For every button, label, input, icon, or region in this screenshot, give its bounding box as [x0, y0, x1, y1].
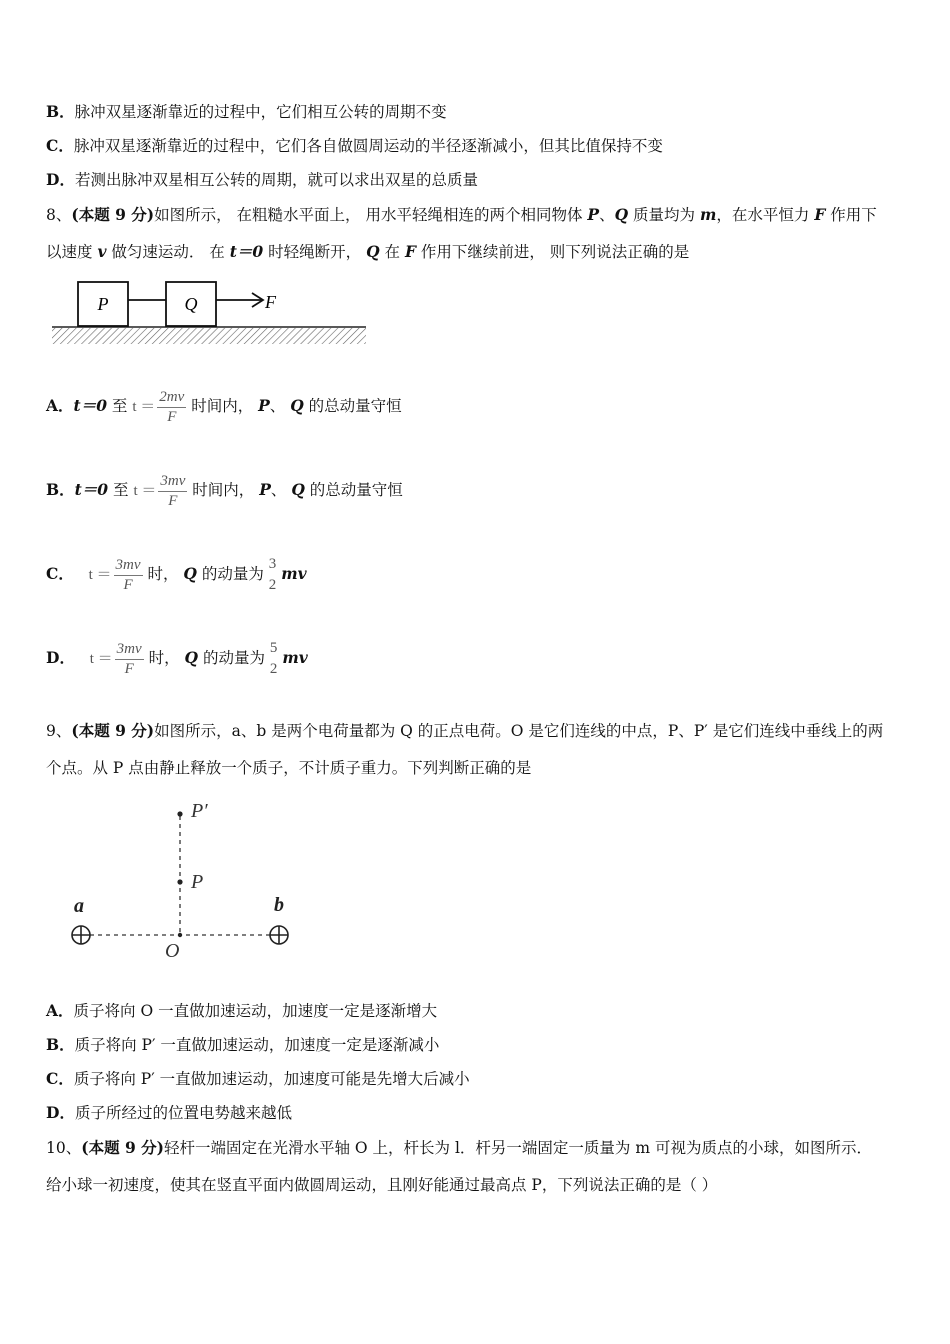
force-label: F — [265, 292, 276, 312]
q9-option-d: D．质子所经过的位置电势越来越低 — [46, 1103, 292, 1122]
q10-stem-line1: 10、(本题 9 分)轻杆一端固定在光滑水平轴 O 上，杆长为 l．杆另一端固定一质量为 m 可视为质点的小球，如图所示． — [46, 1138, 872, 1157]
q9-option-a: A．质子将向 O 一直做加速运动，加速度一定是逐渐增大 — [46, 1001, 438, 1020]
q8-option-d: D． t ＝ $\frac{3mv}{F}$ 时， Q 的动量为 5 2 mv — [46, 636, 308, 681]
q9-stem-line1: 9、(本题 9 分)如图所示，a、b 是两个电荷量都为 Q 的正点电荷。O 是它们连线的中点，P、P′ 是它们连线中垂线上的两 — [46, 721, 884, 740]
fraction-3mv-over-f: $\frac{3mv}{F}$ — [160, 472, 186, 509]
q7-option-d: D．若测出脉冲双星相互公转的周期，就可以求出双星的总质量 — [46, 170, 478, 189]
label-o: O — [165, 940, 180, 962]
q10-stem-line2: 给小球一初速度，使其在竖直平面内做圆周运动，且刚好能通过最高点 P，下列说法正确的是（ ） — [46, 1176, 718, 1194]
point-p — [177, 879, 182, 884]
q9-option-b: B．质子将向 P′ 一直做加速运动，加速度一定是逐渐减小 — [46, 1035, 440, 1054]
fraction-2mv-over-f: $\frac{2mv}{F}$ — [159, 388, 185, 425]
fraction-5-over-2: 5 2 — [269, 640, 278, 677]
q9-figure — [66, 794, 302, 966]
q9-option-c: C．质子将向 P′ 一直做加速运动，加速度可能是先增大后减小 — [46, 1069, 470, 1088]
label-a: a — [74, 895, 84, 917]
q7-option-c: C．脉冲双星逐渐靠近的过程中，它们各自做圆周运动的半径逐渐减小，但其比值保持不变 — [46, 136, 663, 155]
label-b: b — [274, 894, 284, 916]
q8-figure — [50, 276, 368, 346]
point-o — [178, 933, 182, 937]
charge-b-icon — [270, 926, 288, 944]
fraction-3-over-2: 3 2 — [268, 556, 277, 593]
q8-option-b: B．t＝0 至 t ＝ $\frac{3mv}{F}$ 时间内， P、 Q 的总动量守恒 — [46, 472, 403, 509]
q8-option-a: A．t＝0 至 t ＝ $\frac{2mv}{F}$ 时间内， P、 Q 的总动量守恒 — [46, 388, 402, 425]
label-p: P — [191, 871, 204, 893]
point-p-prime — [177, 811, 182, 816]
q9-stem-line2: 个点。从 P 点由静止释放一个质子，不计质子重力。下列判断正确的是 — [46, 759, 532, 777]
fraction-3mv-over-f: $\frac{3mv}{F}$ — [115, 556, 141, 593]
q8-option-c: C． t ＝ $\frac{3mv}{F}$ 时， Q 的动量为 3 2 mv — [46, 552, 307, 597]
q8-stem-line2: 以速度 v 做匀速运动． 在 t＝0 时轻绳断开， Q 在 F 作用下继续前进， 则下列说法正确的是 — [46, 242, 690, 261]
q8-stem-line1: 8、(本题 9 分)如图所示， 在粗糙水平面上， 用水平轻绳相连的两个相同物体 P、Q 质量均为 m，在水平恒力 F 作用下 — [46, 205, 877, 224]
ground-hatch — [52, 328, 366, 344]
q7-option-b: B．脉冲双星逐渐靠近的过程中，它们相互公转的周期不变 — [46, 102, 447, 121]
charge-a-icon — [72, 926, 90, 944]
label-p-prime: P′ — [191, 800, 208, 822]
fraction-3mv-over-f: $\frac{3mv}{F}$ — [116, 640, 142, 677]
block-p-label: P — [97, 294, 109, 314]
block-q-label: Q — [184, 294, 198, 314]
